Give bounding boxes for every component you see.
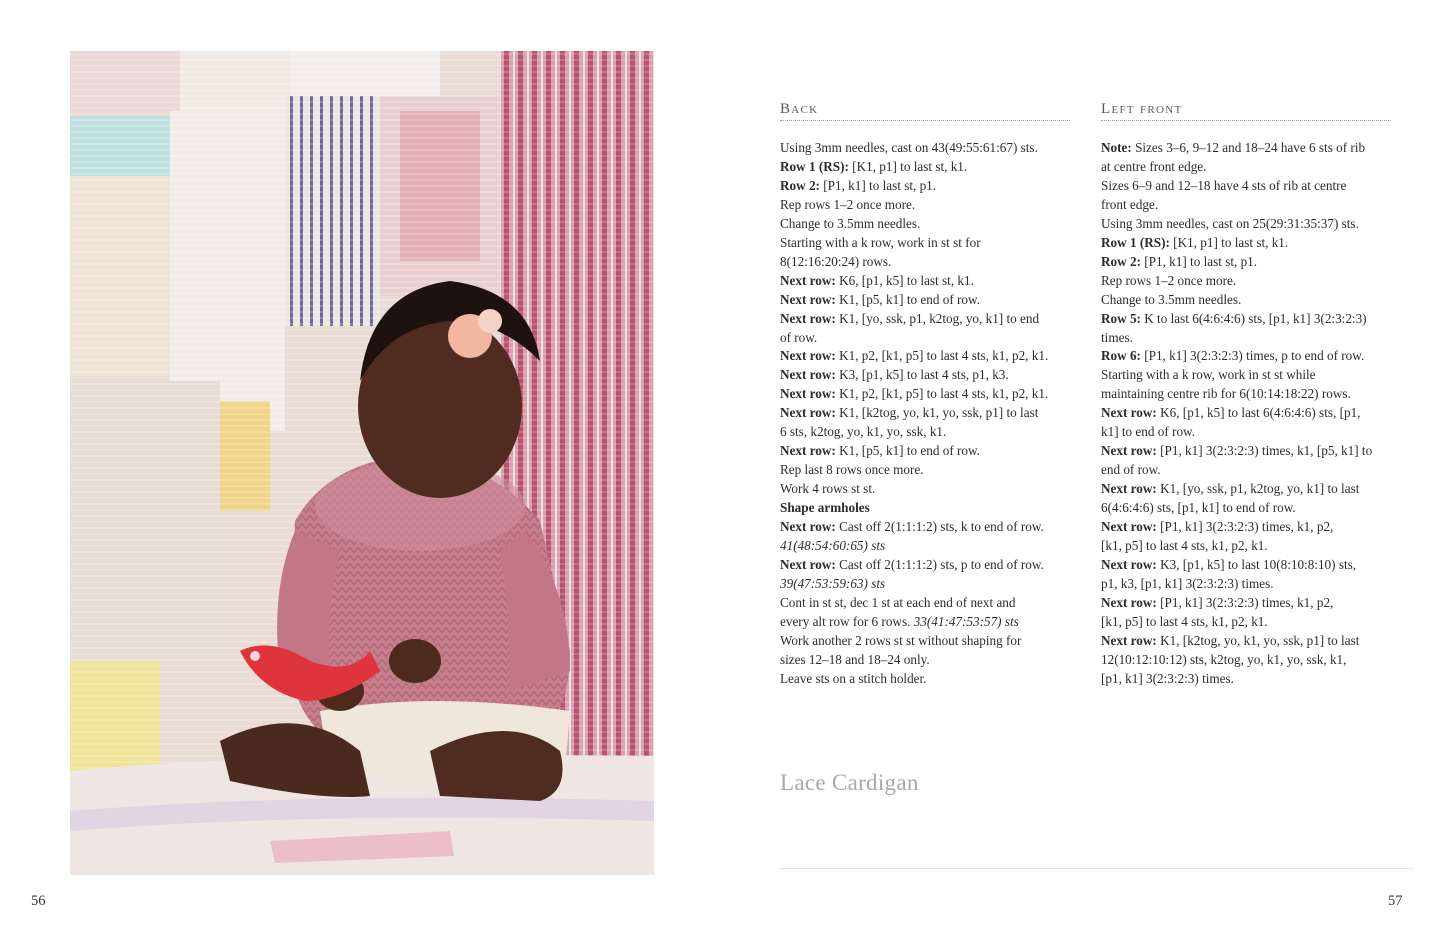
row-text: times. (1101, 329, 1133, 345)
footer-divider (780, 868, 1414, 869)
instruction-line (1101, 651, 1391, 670)
instruction-line (1101, 499, 1391, 518)
row-text: Change to 3.5mm needles. (1101, 291, 1242, 307)
row-text: [K1, p1] to last st, k1. (848, 158, 968, 174)
stitch-count: 41(48:54:60:65) sts (780, 538, 886, 554)
row-label: Row 2: (1101, 253, 1141, 269)
instruction-line (780, 310, 1070, 329)
row-text: K3, [p1, k5] to last 4 sts, p1, k3. (835, 367, 1009, 383)
instruction-line (780, 632, 1070, 651)
instruction-line (1101, 518, 1391, 537)
instruction-line (780, 291, 1070, 310)
row-text: Cont in st st, dec 1 st at each end of next and (780, 594, 1016, 610)
row-text: Sizes 3–6, 9–12 and 18–24 have 6 sts of rib (1131, 140, 1366, 155)
instruction-line (1101, 215, 1391, 234)
row-text: 6 sts, k2tog, yo, k1, yo, ssk, k1. (780, 424, 947, 440)
page-number-right: 57 (1388, 893, 1403, 909)
row-label: Next row: (1101, 594, 1157, 610)
instruction-line (1101, 461, 1391, 480)
row-text: Rep rows 1–2 once more. (780, 196, 916, 212)
row-text: Sizes 6–9 and 12–18 have 4 sts of rib at centre (1101, 177, 1347, 193)
row-label: Next row: (780, 556, 836, 572)
row-label: Next row: (1101, 443, 1157, 459)
row-label: Next row: (780, 272, 836, 288)
instruction-line (780, 139, 1070, 158)
pattern-title: Lace Cardigan (780, 770, 919, 795)
row-label: Next row: (780, 348, 836, 364)
instruction-line (780, 253, 1070, 272)
instruction-line (780, 366, 1070, 385)
instruction-line (1101, 177, 1391, 196)
instruction-line (780, 385, 1070, 404)
row-text: at centre front edge. (1101, 158, 1207, 174)
instruction-line (1101, 196, 1391, 215)
baby-cardigan-photo (70, 51, 654, 875)
row-text: sizes 12–18 and 18–24 only. (780, 651, 930, 667)
row-text: p1, k3, [p1, k1] 3(2:3:2:3) times. (1101, 575, 1274, 591)
instruction-line (1101, 632, 1391, 651)
instruction-line (1101, 366, 1391, 385)
back-heading: Back (780, 100, 1070, 121)
row-text: K1, [p5, k1] to end of row. (835, 291, 980, 307)
row-text: every alt row for 6 rows. (780, 613, 914, 629)
row-text: [k1, p5] to last 4 sts, k1, p2, k1. (1101, 613, 1268, 629)
row-text: maintaining centre rib for 6(10:14:18:22) rows. (1101, 386, 1351, 402)
row-label: Next row: (1101, 405, 1157, 421)
instruction-line (780, 196, 1070, 215)
back-section (780, 100, 1070, 689)
instruction-line (1101, 404, 1391, 423)
row-text: end of row. (1101, 462, 1161, 478)
row-text: [K1, p1] to last st, k1. (1169, 234, 1289, 250)
instruction-line (1101, 158, 1391, 177)
instruction-line (1101, 347, 1391, 366)
instruction-line (780, 556, 1070, 575)
row-text: K1, [k2tog, yo, k1, yo, ssk, p1] to last (835, 405, 1039, 421)
instruction-line (1101, 291, 1391, 310)
page-number-left: 56 (31, 893, 46, 909)
row-text: Using 3mm needles, cast on 43(49:55:61:67) sts. (780, 140, 1038, 155)
left-front-heading: Left front (1101, 100, 1391, 121)
row-text: K1, [yo, ssk, p1, k2tog, yo, k1] to end (835, 310, 1040, 326)
row-text: [P1, k1] 3(2:3:2:3) times, p to end of row. (1140, 348, 1365, 364)
row-label: Shape armholes (780, 500, 870, 516)
row-text: Starting with a k row, work in st st for (780, 234, 981, 250)
instruction-line (1101, 594, 1391, 613)
instruction-line (1101, 234, 1391, 253)
instruction-line (780, 272, 1070, 291)
instruction-line (780, 499, 1070, 518)
instruction-line (780, 329, 1070, 348)
row-text: [P1, k1] to last st, p1. (819, 177, 937, 193)
instruction-line (1101, 423, 1391, 442)
row-label: Row 2: (780, 177, 820, 193)
row-text: Work another 2 rows st st without shaping for (780, 632, 1022, 648)
instruction-line (1101, 329, 1391, 348)
row-label: Row 1 (RS): (1101, 234, 1170, 250)
instruction-line (780, 594, 1070, 613)
row-text: K1, [k2tog, yo, k1, yo, ssk, p1] to last (1156, 632, 1360, 648)
instruction-line (780, 613, 1070, 632)
row-text: K1, [yo, ssk, p1, k2tog, yo, k1] to last (1156, 481, 1360, 497)
row-text: Cast off 2(1:1:1:2) sts, p to end of row. (835, 556, 1044, 572)
instruction-line (1101, 442, 1391, 461)
instruction-line (780, 442, 1070, 461)
row-text: [P1, k1] 3(2:3:2:3) times, k1, p2, (1156, 594, 1334, 610)
instruction-line (1101, 385, 1391, 404)
instruction-line (780, 177, 1070, 196)
row-label: Next row: (780, 310, 836, 326)
row-text: Using 3mm needles, cast on 25(29:31:35:37) sts. (1101, 215, 1359, 231)
row-text: K6, [p1, k5] to last st, k1. (835, 272, 974, 288)
row-label: Row 1 (RS): (780, 158, 849, 174)
row-label: Next row: (780, 386, 836, 402)
row-text: 6(4:6:4:6) sts, [p1, k1] to end of row. (1101, 500, 1296, 516)
row-text: of row. (780, 329, 818, 345)
row-label: Next row: (780, 405, 836, 421)
instruction-line (1101, 310, 1391, 329)
row-text: Cast off 2(1:1:1:2) sts, k to end of row. (835, 519, 1044, 535)
row-text: K1, [p5, k1] to end of row. (835, 443, 980, 459)
row-text: front edge. (1101, 196, 1159, 212)
row-text: [P1, k1] to last st, p1. (1140, 253, 1258, 269)
row-label: Row 6: (1101, 348, 1141, 364)
instruction-line (780, 234, 1070, 253)
row-label: Next row: (1101, 556, 1157, 572)
stitch-count: 33(41:47:53:57) sts (913, 613, 1019, 629)
row-text: Leave sts on a stitch holder. (780, 670, 927, 686)
instruction-line (1101, 670, 1391, 689)
row-text: 12(10:12:10:12) sts, k2tog, yo, k1, yo, ssk, k1, (1101, 651, 1347, 667)
row-label: Row 5: (1101, 310, 1141, 326)
row-label: Next row: (1101, 632, 1157, 648)
instruction-line (780, 575, 1070, 594)
row-text: Work 4 rows st st. (780, 481, 876, 497)
instruction-line (780, 404, 1070, 423)
row-text: [k1, p5] to last 4 sts, k1, p2, k1. (1101, 538, 1268, 554)
instruction-line (780, 518, 1070, 537)
instruction-line (1101, 272, 1391, 291)
row-text: [P1, k1] 3(2:3:2:3) times, k1, p2, (1156, 519, 1334, 535)
row-text: Starting with a k row, work in st st while (1101, 367, 1316, 383)
instruction-line (1101, 480, 1391, 499)
row-text: 8(12:16:20:24) rows. (780, 253, 892, 269)
row-label: Next row: (780, 519, 836, 535)
instruction-line (780, 347, 1070, 366)
row-text: [P1, k1] 3(2:3:2:3) times, k1, [p5, k1] to (1156, 443, 1373, 459)
instruction-line (780, 670, 1070, 689)
left-front-section (1101, 100, 1391, 689)
row-text: K3, [p1, k5] to last 10(8:10:8:10) sts, (1156, 556, 1357, 572)
instruction-line (1101, 613, 1391, 632)
row-label: Next row: (780, 291, 836, 307)
instruction-line (780, 461, 1070, 480)
instruction-line (780, 480, 1070, 499)
row-text: Change to 3.5mm needles. (780, 215, 921, 231)
instruction-line (780, 651, 1070, 670)
instruction-line (1101, 556, 1391, 575)
row-text: K6, [p1, k5] to last 6(4:6:4:6) sts, [p1, (1156, 405, 1361, 421)
left-front-instructions (1101, 139, 1391, 689)
row-label: Note: (1101, 140, 1132, 155)
row-text: Rep last 8 rows once more. (780, 462, 924, 478)
row-label: Next row: (780, 443, 836, 459)
instruction-line (1101, 575, 1391, 594)
instruction-line (1101, 537, 1391, 556)
row-label: Next row: (1101, 519, 1157, 535)
row-label: Next row: (1101, 481, 1157, 497)
row-text: [p1, k1] 3(2:3:2:3) times. (1101, 670, 1234, 686)
row-text: K1, p2, [k1, p5] to last 4 sts, k1, p2, k1. (835, 348, 1049, 364)
back-instructions (780, 139, 1070, 689)
photo-illustration (70, 51, 654, 875)
instruction-line (1101, 139, 1391, 158)
instruction-line (780, 423, 1070, 442)
instruction-line (780, 215, 1070, 234)
row-text: K to last 6(4:6:4:6) sts, [p1, k1] 3(2:3:2:3) (1140, 310, 1367, 326)
row-label: Next row: (780, 367, 836, 383)
instruction-line (780, 537, 1070, 556)
stitch-count: 39(47:53:59:63) sts (780, 575, 886, 591)
row-text: K1, p2, [k1, p5] to last 4 sts, k1, p2, k1. (835, 386, 1049, 402)
instruction-line (780, 158, 1070, 177)
instruction-line (1101, 253, 1391, 272)
row-text: Rep rows 1–2 once more. (1101, 272, 1237, 288)
row-text: k1] to end of row. (1101, 424, 1195, 440)
